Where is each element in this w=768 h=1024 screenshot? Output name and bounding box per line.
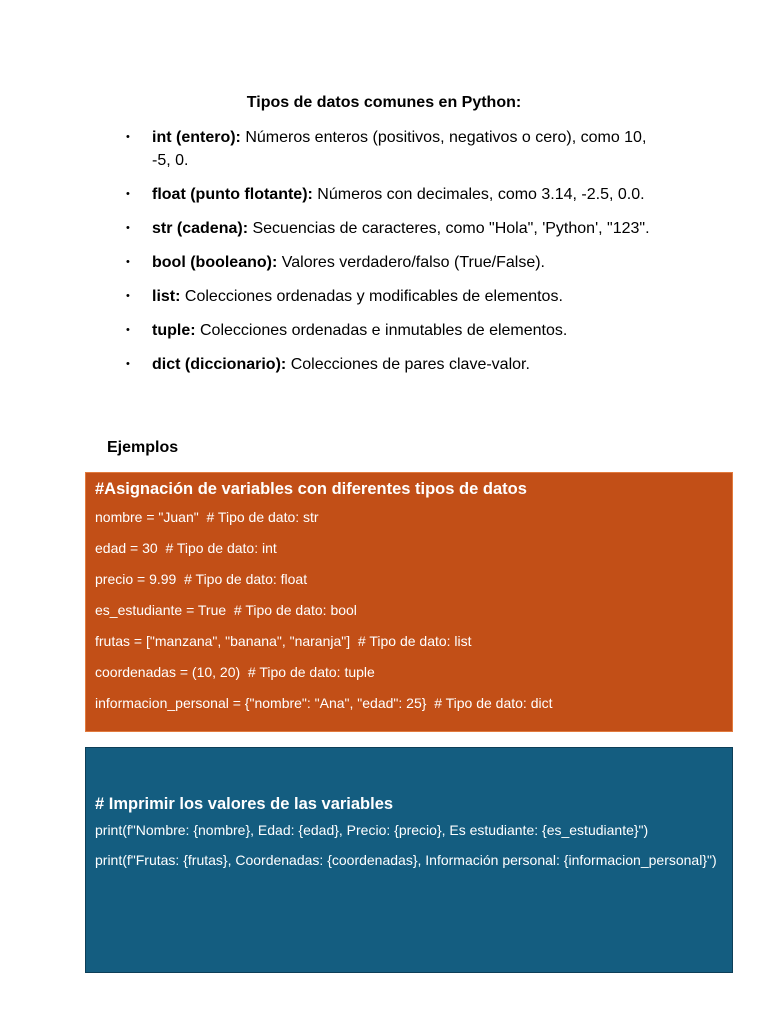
type-description: Colecciones ordenadas y modificables de elementos. [184,288,563,305]
list-item-bool [126,251,666,274]
bullet-icon: • [126,222,130,234]
type-description: Colecciones de pares clave-valor. [290,356,530,373]
code-line: precio = 9.99 # Tipo de dato: float [95,571,308,587]
code-block-heading: #Asignación de variables con diferentes tipos de datos [95,480,527,498]
code-line: print(f"Nombre: {nombre}, Edad: {edad}, Precio: {precio}, Es estudiante: {es_estudiante}") [95,822,649,838]
examples-heading: Ejemplos [107,439,179,456]
bullet-icon: • [126,324,130,336]
type-term: dict (diccionario): [152,356,287,373]
list-item-float [126,183,666,206]
code-line: informacion_personal = {"nombre": "Ana", "edad": 25} # Tipo de dato: dict [95,695,553,711]
type-description: Colecciones ordenadas e inmutables de elementos. [200,322,568,339]
list-item-list [126,285,666,308]
code-block-heading: # Imprimir los valores de las variables [95,795,394,813]
type-term: int (entero): [152,129,241,146]
type-term: list: [152,288,181,305]
code-line: print(f"Frutas: {frutas}, Coordenadas: {coordenadas}, Información personal: {informacion_personal}") [95,852,717,868]
document-title: Tipos de datos comunes en Python: [246,94,522,111]
bullet-icon: • [126,358,130,370]
type-description: Valores verdadero/falso (True/False). [281,254,545,271]
list-item-dict [126,353,666,376]
list-item-tuple [126,319,666,342]
code-line: coordenadas = (10, 20) # Tipo de dato: tuple [95,664,375,680]
code-line: nombre = "Juan" # Tipo de dato: str [95,509,319,525]
type-term: str (cadena): [152,220,249,237]
bullet-icon: • [126,188,130,200]
list-item-int [126,126,666,172]
type-description: Números con decimales, como 3.14, -2.5, 0.0. [317,186,645,203]
code-line: frutas = ["manzana", "banana", "naranja"] # Tipo de dato: list [95,633,472,649]
type-term: bool (booleano): [152,254,278,271]
type-term: float (punto flotante): [152,186,313,203]
data-types-list [126,126,666,387]
code-line: edad = 30 # Tipo de dato: int [95,540,277,556]
list-item-str [126,217,666,240]
code-line: es_estudiante = True # Tipo de dato: bool [95,602,357,618]
bullet-icon: • [126,290,130,302]
type-term: tuple: [152,322,196,339]
bullet-icon: • [126,256,130,268]
bullet-icon: • [126,131,130,143]
assignment-code-block [85,472,733,732]
type-description: Secuencias de caracteres, como "Hola", 'Python', "123". [252,220,650,237]
print-code-block [85,747,733,973]
type-description: Números enteros (positivos, negativos o cero), como 10, -5, 0. [152,129,647,169]
